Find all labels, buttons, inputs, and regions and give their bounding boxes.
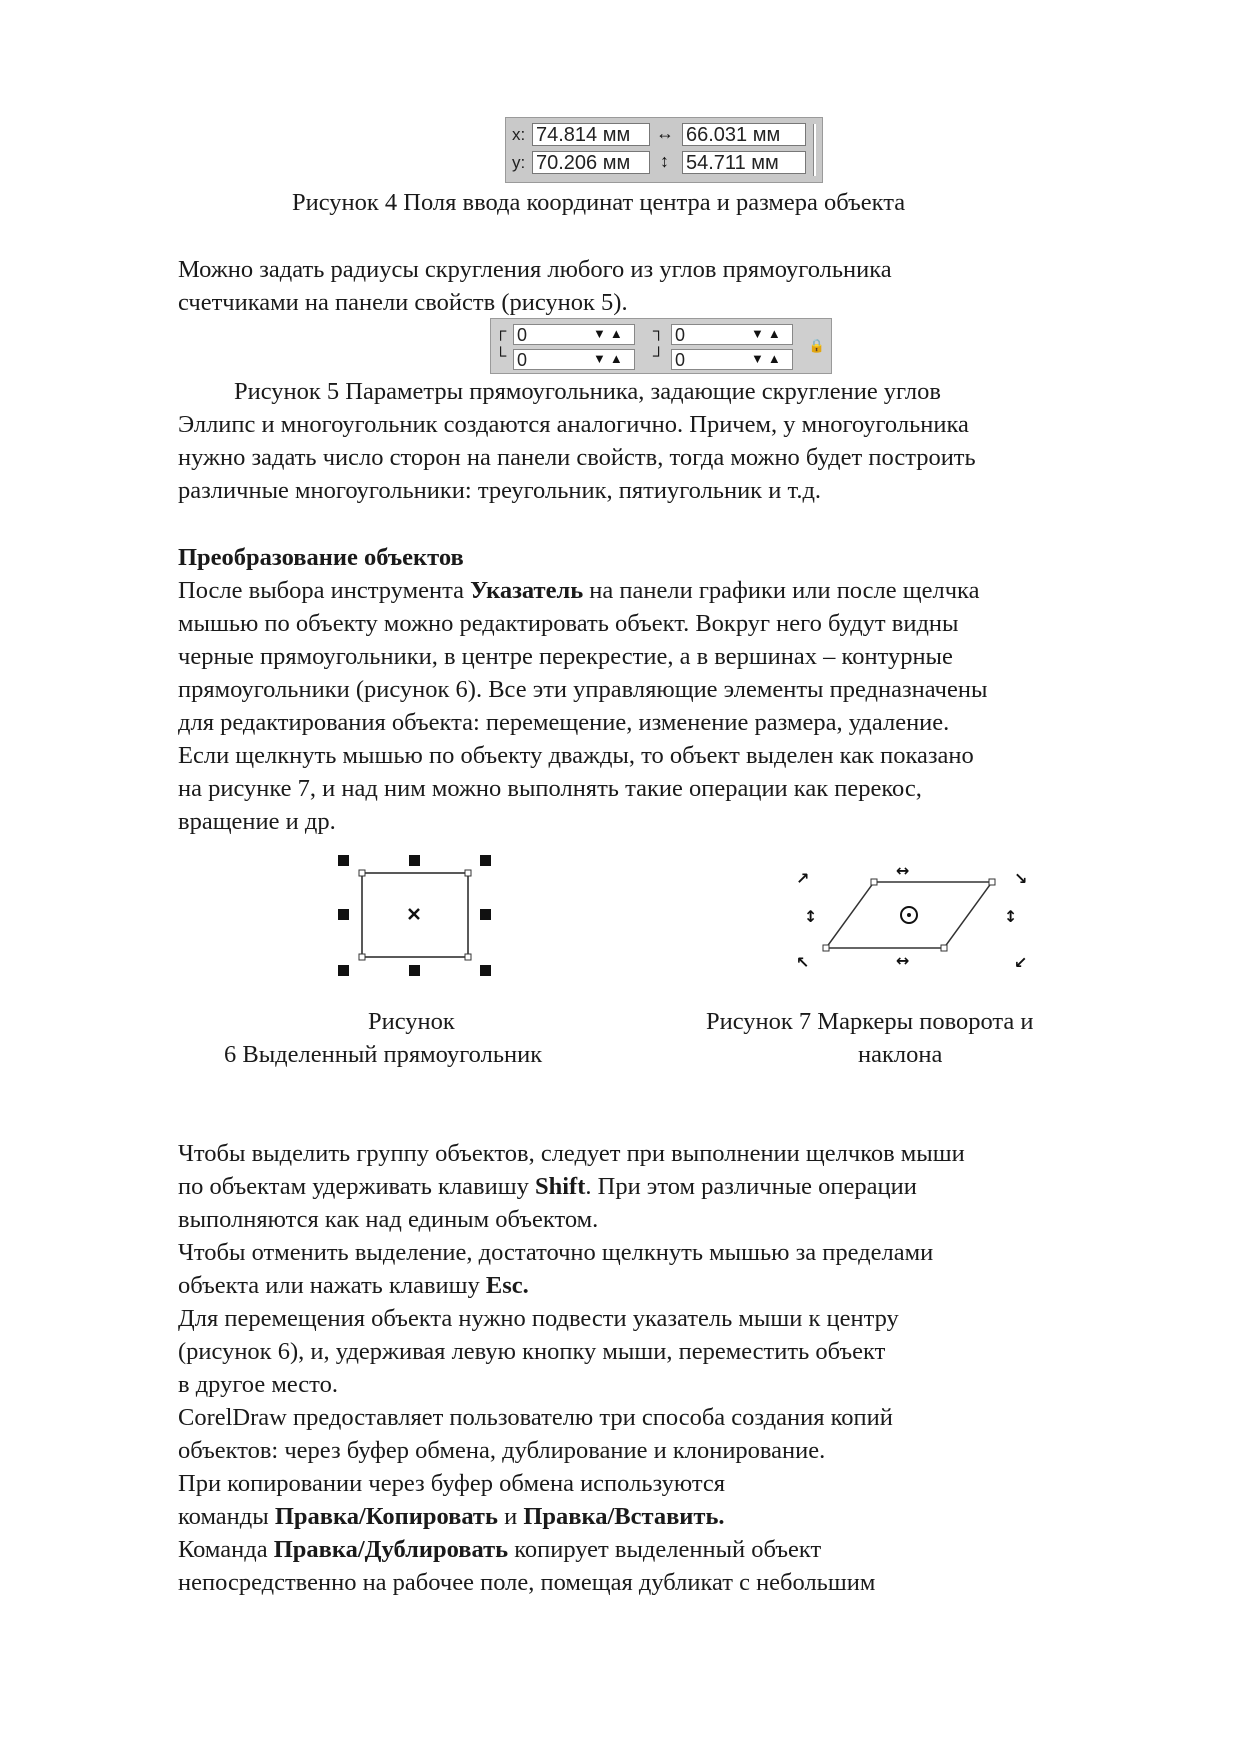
corner-top-right — [653, 323, 813, 346]
handle — [338, 855, 349, 866]
rotate-arrow-icon: ↖ — [796, 953, 810, 972]
paragraph-line: счетчиками на панели свойств (рисунок 5). — [178, 289, 628, 316]
paragraph-line: После выбора инструмента Указатель на панели графики или после щелчка — [178, 577, 980, 604]
handle — [338, 965, 349, 976]
paragraph-line: Для перемещения объекта нужно подвести указатель мыши к центру — [178, 1305, 899, 1332]
paragraph-line: CorelDraw предоставляет пользователю три способа создания копий — [178, 1404, 893, 1431]
corner-top-right-icon: ┐ — [653, 323, 665, 340]
paragraph-line: нужно задать число сторон на панели свойств, тогда можно будет построить — [178, 444, 976, 471]
figure4-caption: Рисунок 4 Поля ввода координат центра и размера объекта — [292, 189, 906, 216]
panel-separator — [813, 124, 816, 176]
paragraph-line: (рисунок 6), и, удерживая левую кнопку мыши, переместить объект — [178, 1338, 886, 1365]
rotate-arrow-icon: ↘ — [1014, 869, 1028, 888]
skew-arrow-icon: ↕ — [1004, 907, 1018, 926]
paragraph-line: по объектам удерживать клавишу Shift. При этом различные операции — [178, 1173, 917, 1200]
x-label: x: — [512, 125, 526, 144]
rotate-arrow-icon: ↙ — [1014, 953, 1028, 972]
x-row — [510, 122, 820, 148]
section-heading: Преобразование объектов — [178, 544, 464, 571]
y-row — [510, 150, 820, 176]
paragraph-line: непосредственно на рабочее поле, помещая дубликат с небольшим — [178, 1569, 876, 1596]
paragraph-line: объектов: через буфер обмена, дублирование и клонирование. — [178, 1437, 826, 1464]
horizontal-arrows-icon: ↔ — [656, 123, 674, 143]
paragraph-line: Эллипс и многоугольник создаются аналогично. Причем, у многоугольника — [178, 411, 969, 438]
corner-bottom-right — [653, 348, 813, 371]
y-coordinate-field[interactable]: 70.206 мм — [532, 151, 650, 174]
corner-top-left — [495, 323, 655, 346]
radius-bottom-left-input[interactable]: 0 — [513, 349, 635, 370]
paragraph-line: мышью по объекту можно редактировать объект. Вокруг него будут видны — [178, 610, 959, 637]
y-label: y: — [512, 153, 526, 172]
paragraph-line: Чтобы отменить выделение, достаточно щелкнуть мышью за пределами — [178, 1239, 934, 1266]
lock-icon[interactable]: 🔒 — [808, 338, 825, 353]
vertical-arrows-icon: ↕ — [660, 151, 669, 171]
spinner-arrows-icon[interactable]: ▼▲ — [593, 326, 627, 341]
paragraph-line: прямоугольники (рисунок 6). Все эти управляющие элементы предназначены — [178, 676, 988, 703]
paragraph-line: Чтобы выделить группу объектов, следует при выполнении щелчков мыши — [178, 1140, 965, 1167]
spinner-arrows-icon[interactable]: ▼▲ — [751, 326, 785, 341]
width-field[interactable]: 66.031 мм — [682, 123, 806, 146]
rotate-arrow-icon: ↗ — [796, 869, 810, 888]
figure7-caption-line1: Рисунок 7 Маркеры поворота и — [706, 1008, 1034, 1035]
corner-bottom-left-icon: └ — [495, 348, 507, 365]
handle — [409, 965, 420, 976]
handle — [480, 855, 491, 866]
spinner-arrows-icon[interactable]: ▼▲ — [751, 351, 785, 366]
paragraph-line: для редактирования объекта: перемещение, изменение размера, удаление. — [178, 709, 950, 736]
paragraph-line: в другое место. — [178, 1371, 338, 1398]
spinner-arrows-icon[interactable]: ▼▲ — [593, 351, 627, 366]
figure6-caption-line2: 6 Выделенный прямоугольник — [224, 1041, 543, 1068]
paragraph-line: различные многоугольники: треугольник, пятиугольник и т.д. — [178, 477, 822, 504]
corner-bottom-right-icon: ┘ — [653, 348, 665, 365]
figure6-caption-line1: Рисунок — [368, 1008, 455, 1035]
rotation-center-icon — [901, 907, 917, 923]
corner-top-left-icon: ┌ — [495, 323, 507, 340]
paragraph-line: на рисунке 7, и над ним можно выполнять такие операции как перекос, — [178, 775, 922, 802]
paragraph-line: объекта или нажать клавишу Esc. — [178, 1272, 529, 1299]
paragraph-line: Если щелкнуть мышью по объекту дважды, то объект выделен как показано — [178, 742, 974, 769]
skew-arrow-icon: ↕ — [804, 907, 818, 926]
handle — [480, 965, 491, 976]
paragraph-line: Можно задать радиусы скругления любого из углов прямоугольника — [178, 256, 892, 283]
handle — [338, 909, 349, 920]
paragraph-line: вращение и др. — [178, 808, 336, 835]
paragraph-line: При копировании через буфер обмена используются — [178, 1470, 726, 1497]
figure7-caption-line2: наклона — [858, 1041, 943, 1068]
handle — [409, 855, 420, 866]
figure5-caption: Рисунок 5 Параметры прямоугольника, задающие скругление углов — [234, 378, 941, 405]
center-cross-icon — [409, 909, 419, 919]
height-field[interactable]: 54.711 мм — [682, 151, 806, 174]
paragraph-line: Команда Правка/Дублировать копирует выделенный объект — [178, 1536, 822, 1563]
paragraph-line: команды Правка/Копировать и Правка/Вставить. — [178, 1503, 725, 1530]
radius-top-left-input[interactable]: 0 — [513, 324, 635, 345]
radius-bottom-right-input[interactable]: 0 — [671, 349, 793, 370]
corner-radius-panel-figure — [490, 318, 832, 374]
skew-arrow-icon: ↔ — [896, 861, 910, 880]
selected-rectangle-figure — [336, 850, 494, 980]
corner-bottom-left — [495, 348, 655, 371]
skew-arrow-icon: ↔ — [896, 951, 910, 970]
radius-top-right-input[interactable]: 0 — [671, 324, 793, 345]
coordinate-panel-figure — [505, 117, 823, 183]
paragraph-line: выполняются как над единым объектом. — [178, 1206, 599, 1233]
x-coordinate-field[interactable]: 74.814 мм — [532, 123, 650, 146]
rotation-skew-markers-figure — [782, 848, 1052, 978]
handle — [480, 909, 491, 920]
paragraph-line: черные прямоугольники, в центре перекрестие, а в вершинах – контурные — [178, 643, 953, 670]
